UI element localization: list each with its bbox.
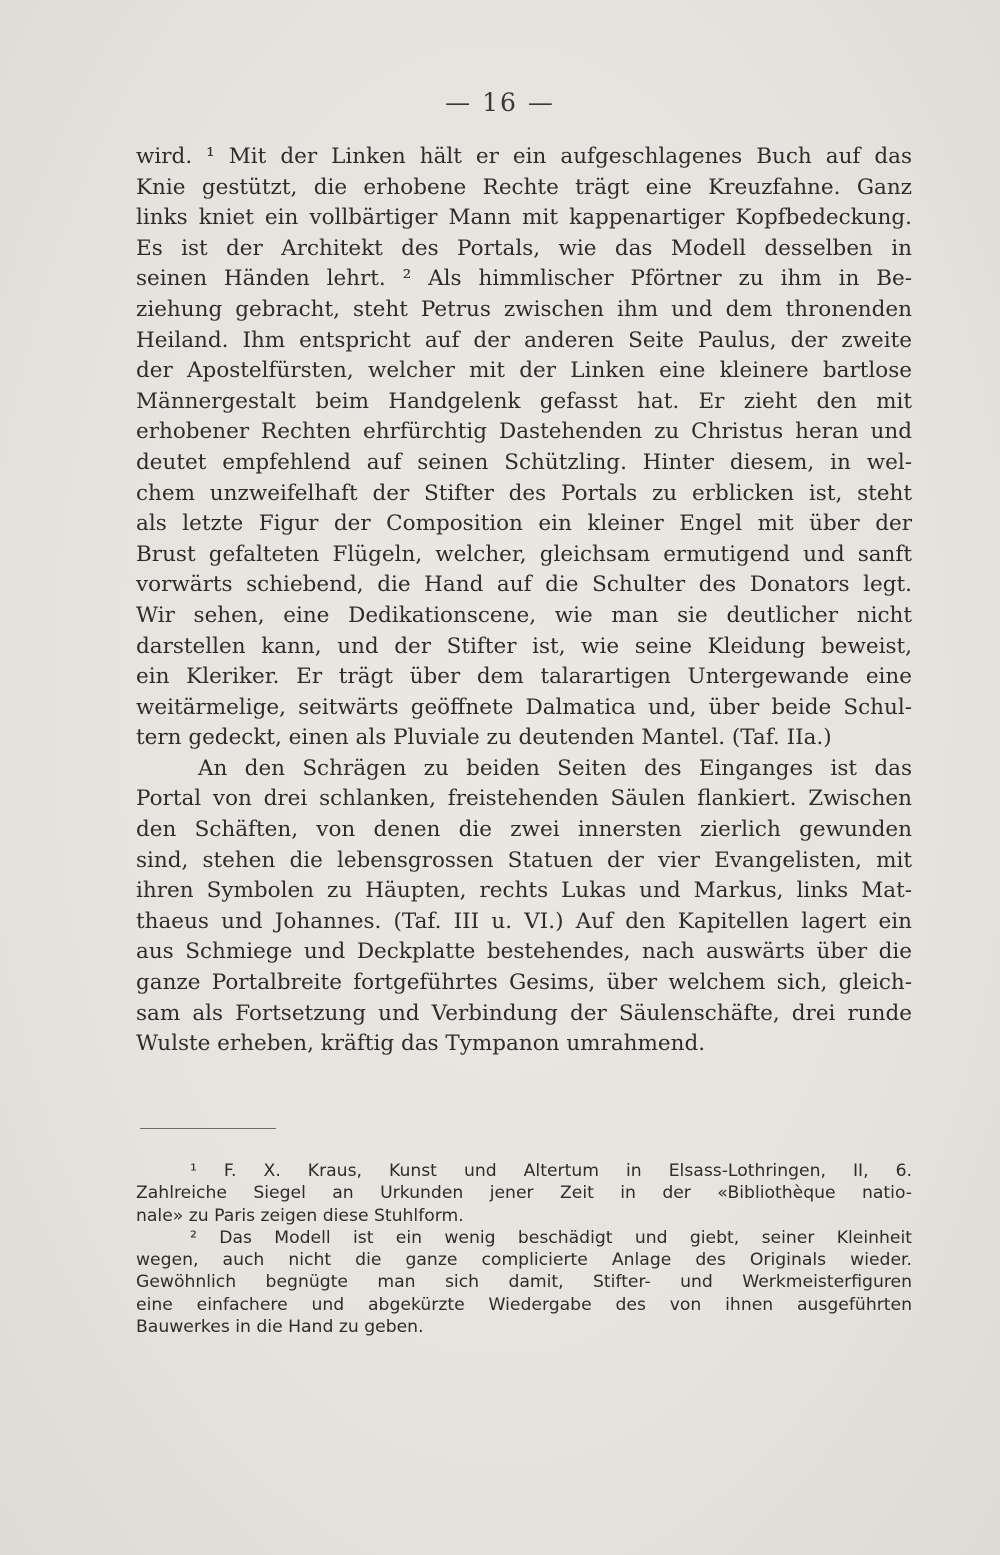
footnote-line: wegen, auch nicht die ganze complicierte Anlage des Originals wieder. [136,1250,912,1271]
footnote-line: Gewöhnlich begnügte man sich damit, Stifter- und Werkmeisterfiguren [136,1272,912,1293]
text-line: Knie gestützt, die erhobene Rechte trägt eine Kreuzfahne. Ganz [136,174,912,200]
text-line: ein Kleriker. Er trägt über dem talarartigen Untergewande eine [136,664,912,690]
text-line: Heiland. Ihm entspricht auf der anderen Seite Paulus, der zweite [136,327,912,353]
text-line: weitärmelige, seitwärts geöffnete Dalmatica und, über beide Schul- [136,694,912,720]
text-line: als letzte Figur der Composition ein kleiner Engel mit über der [136,511,912,537]
text-line: thaeus und Johannes. (Taf. III u. VI.) Auf den Kapitellen lagert ein [136,908,912,934]
footnote-line: ² Das Modell ist ein wenig beschädigt und giebt, seiner Kleinheit [190,1227,912,1248]
footnote-line: Zahlreiche Siegel an Urkunden jener Zeit in der «Bibliothèque natio- [136,1183,912,1204]
main-text [136,142,912,1060]
text-line: tern gedeckt, einen als Pluviale zu deutenden Mantel. (Taf. IIa.) [136,725,832,751]
text-line: ziehung gebracht, steht Petrus zwischen ihm und dem thronenden [136,296,912,322]
footnote-divider [140,1128,276,1129]
text-line: An den Schrägen zu beiden Seiten des Einganges ist das [198,755,912,781]
text-line: aus Schmiege und Deckplatte bestehendes, nach auswärts über die [136,939,912,965]
text-line: sam als Fortsetzung und Verbindung der Säulenschäfte, drei runde [136,1000,912,1026]
text-line: Wir sehen, eine Dedikationscene, wie man sie deutlicher nicht [136,602,912,628]
footnote-line: ¹ F. X. Kraus, Kunst und Altertum in Elsass-Lothringen, II, 6. [190,1161,912,1181]
footnotes [136,1160,912,1338]
text-line: sind, stehen die lebensgrossen Statuen der vier Evangelisten, mit [136,847,912,873]
text-line: Es ist der Architekt des Portals, wie das Modell desselben in [136,235,912,261]
text-line: links kniet ein vollbärtiger Mann mit kappenartiger Kopfbedeckung. [136,205,912,231]
text-line: ganze Portalbreite fortgeführtes Gesims, über welchem sich, gleich- [136,970,912,996]
text-line: chem unzweifelhaft der Stifter des Portals zu erblicken ist, steht [136,480,912,506]
text-line: der Apostelfürsten, welcher mit der Linken eine kleinere bartlose [136,358,912,384]
footnote-line: nale» zu Paris zeigen diese Stuhlform. [136,1205,464,1226]
page-number: — 16 — [445,88,555,117]
footnote-1 [136,1160,912,1227]
text-line: wird. ¹ Mit der Linken hält er ein aufgeschlagenes Buch auf das [136,144,912,169]
text-line: den Schäften, von denen die zwei innersten zierlich gewunden [136,817,912,843]
footnote-line: Bauwerkes in die Hand zu geben. [136,1317,424,1338]
text-line: seinen Händen lehrt. ² Als himmlischer Pförtner zu ihm in Be- [136,266,912,292]
text-line: Portal von drei schlanken, freistehenden Säulen flankiert. Zwischen [136,786,912,812]
text-line: vorwärts schiebend, die Hand auf die Schulter des Donators legt. [136,572,912,598]
text-line: erhobener Rechten ehrfürchtig Dastehenden zu Christus heran und [136,419,912,445]
text-line: darstellen kann, und der Stifter ist, wie seine Kleidung beweist, [136,633,912,659]
text-line: ihren Symbolen zu Häupten, rechts Lukas und Markus, links Mat- [136,878,912,904]
text-line: Wulste erheben, kräftig das Tympanon umrahmend. [136,1031,706,1057]
footnote-line: eine einfachere und abgekürzte Wiedergabe des von ihnen ausgeführten [136,1294,912,1315]
text-line: Männergestalt beim Handgelenk gefasst hat. Er zieht den mit [136,388,912,414]
text-line: Brust gefalteten Flügeln, welcher, gleichsam ermutigend und sanft [136,541,912,567]
text-line: deutet empfehlend auf seinen Schützling. Hinter diesem, in wel- [136,449,912,475]
footnote-2 [136,1227,912,1338]
